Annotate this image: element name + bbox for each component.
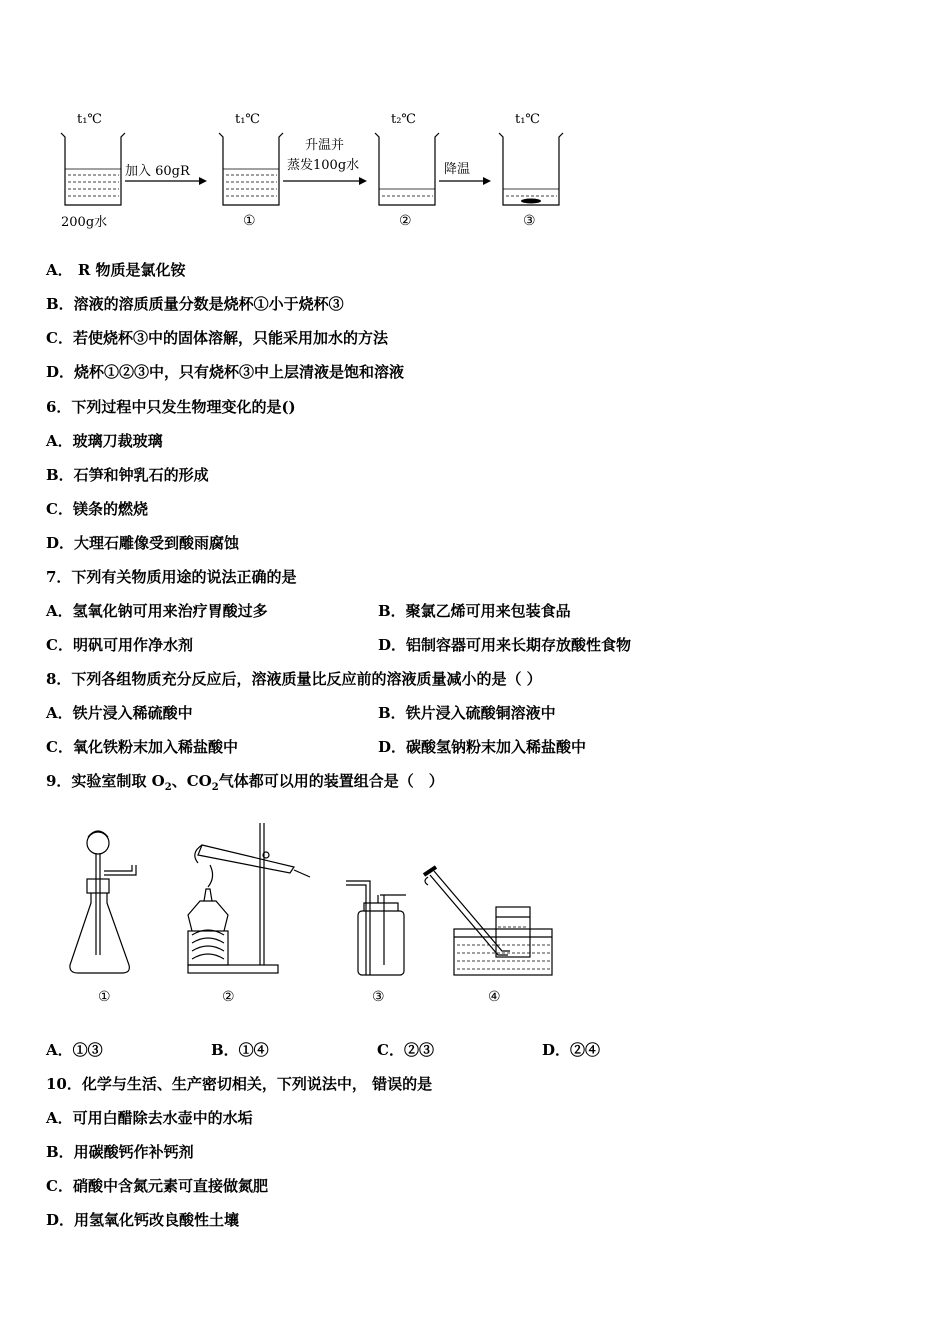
apparatus-figure (60, 815, 560, 1015)
q10-option-a: A．可用白醋除去水壶中的水垢 (46, 1109, 253, 1127)
q9-stem (46, 771, 444, 798)
q8-option-b: B．铁片浸入硫酸铜溶液中 (378, 704, 556, 722)
q9-option-a: A．①③ (46, 1041, 103, 1059)
q7-stem: 7．下列有关物质用途的说法正确的是 (46, 568, 297, 586)
q7-option-a: A．氢氧化钠可用来治疗胃酸过多 (46, 602, 268, 620)
q9-stem-part3: 气体都可以用的装置组合是（ ） (218, 772, 444, 790)
q8-option-a: A．铁片浸入稀硫酸中 (46, 704, 193, 722)
q9-stem-part1: 9．实验室制取 O (46, 772, 165, 790)
q7-option-d: D．铝制容器可用来长期存放酸性食物 (378, 636, 632, 654)
q9-sub-1: 2 (164, 782, 172, 793)
q10-option-c: C．硝酸中含氮元素可直接做氮肥 (46, 1177, 268, 1195)
step3-label: 降温 (444, 162, 471, 177)
q5-option-a: A． R 物质是氯化铵 (46, 261, 186, 279)
q8-stem: 8．下列各组物质充分反应后，溶液质量比反应前的溶液质量减小的是（ ） (46, 670, 542, 688)
q9-stem-part2: 、CO (171, 772, 212, 790)
q6-option-b: B．石笋和钟乳石的形成 (46, 466, 209, 484)
q10-option-b: B．用碳酸钙作补钙剂 (46, 1143, 194, 1161)
temp-label-t1-beaker1: t₁℃ (235, 112, 260, 127)
q6-option-c: C．镁条的燃烧 (46, 500, 148, 518)
apparatus-label-1: ① (98, 989, 111, 1005)
q8-option-d: D．碳酸氢钠粉末加入稀盐酸中 (378, 738, 587, 756)
q6-stem: 6．下列过程中只发生物理变化的是() (46, 398, 296, 416)
step2-label-line1: 升温并 (305, 138, 345, 153)
water-label: 200g水 (61, 215, 108, 230)
q5-option-d: D．烧杯①②③中，只有烧杯③中上层清液是饱和溶液 (46, 363, 405, 381)
beaker-label-2: ② (399, 213, 412, 229)
q5-option-b: B．溶液的溶质质量分数是烧杯①小于烧杯③ (46, 295, 344, 313)
beaker-process-figure (55, 105, 575, 235)
q6-option-a: A．玻璃刀裁玻璃 (46, 432, 163, 450)
q10-option-d: D．用氢氧化钙改良酸性土壤 (46, 1211, 240, 1229)
beaker-label-3: ③ (523, 213, 536, 229)
q5-option-c: C．若使烧杯③中的固体溶解，只能采用加水的方法 (46, 329, 388, 347)
q9-option-d: D．②④ (542, 1041, 601, 1059)
temp-label-t2: t₂℃ (391, 112, 416, 127)
temp-label-t1: t₁℃ (77, 112, 102, 127)
q9-sub-2: 2 (211, 782, 219, 793)
q6-option-d: D．大理石雕像受到酸雨腐蚀 (46, 534, 240, 552)
step2-label-line2: 蒸发100g水 (287, 158, 360, 173)
apparatus-label-4: ④ (488, 989, 501, 1005)
q7-option-b: B．聚氯乙烯可用来包装食品 (378, 602, 571, 620)
q9-option-c: C．②③ (377, 1041, 434, 1059)
apparatus-label-3: ③ (372, 989, 385, 1005)
temp-label-t1-beaker3: t₁℃ (515, 112, 540, 127)
q7-option-c: C．明矾可用作净水剂 (46, 636, 193, 654)
beaker-label-1: ① (243, 213, 256, 229)
step1-label: 加入 60gR (125, 164, 190, 179)
q10-stem: 10．化学与生活、生产密切相关，下列说法中， 错误的是 (46, 1075, 433, 1093)
q8-option-c: C．氧化铁粉末加入稀盐酸中 (46, 738, 238, 756)
q9-option-b: B．①④ (211, 1041, 269, 1059)
apparatus-label-2: ② (222, 989, 235, 1005)
